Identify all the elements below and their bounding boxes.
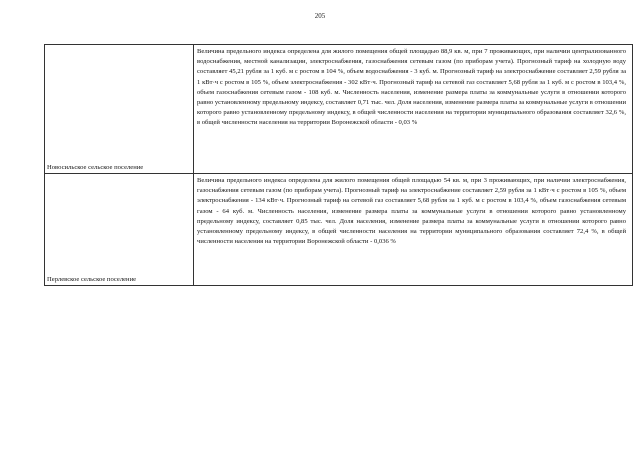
settlement-name: Новосильское сельское поселение: [47, 164, 144, 171]
description-cell: [194, 45, 633, 174]
settlement-name-cell: [45, 174, 194, 286]
table-row: [45, 174, 633, 286]
table-row: [45, 45, 633, 174]
index-description: Величина предельного индекса определена для жилого помещения общей площадью 54 кв. м, при 3 проживающих, при наличии электроснабжения, газоснабжения сетевым газом (по приборам учета). Прогнозный тариф на электроснабжение составляет 2,59 рубля за 1 кВт·ч с ростом в 105 %, объем электроснабжения - 134 кВт·ч. Прогнозный тариф на сетевой газ составляет 5,68 рубля за 1 куб. м с ростом в 103,4 %, объем газоснабжения сетевым газом - 64 куб. м. Численность населения, изменение размера платы за коммунальные услуги в отношении которого равно установленному предельному индексу, составляет 0,85 тыс. чел. Доля населения, изменение размера платы за коммунальные услуги в отношении которого равно установленному предельному индексу, в общей численности населения на территории муниципального образования составляет 72,4 %, в общей численности населения на территории Воронежской области - 0,036 %: [197, 177, 626, 246]
settlement-name-cell: [45, 45, 194, 174]
description-cell: [194, 174, 633, 286]
settlement-index-table: [44, 44, 633, 286]
settlement-name: Перлевское сельское поселение: [47, 276, 137, 283]
page-number: 205: [314, 12, 326, 20]
index-description: Величина предельного индекса определена для жилого помещения общей площадью 88,9 кв. м, при 7 проживающих, при наличии централизованного водоснабжения, местной канализации, электроснабжения, газоснабжения сетевым газом (по приборам учета). Прогнозный тариф на холодную воду составляет 45,21 рубля за 1 куб. м с ростом в 104 %, объем водоснабжения - 3 куб. м. Прогнозный тариф на электроснабжение составляет 2,59 рубля за 1 кВт·ч с ростом в 105 %, объем электроснабжения - 302 кВт·ч. Прогнозный тариф на сетевой газ составляет 5,68 рубля за 1 куб. м с ростом в 103,4 %, объем газоснабжения сетевым газом - 108 куб. м. Численность населения, изменение размера платы за коммунальные услуги в отношении которого равно установленному предельному индексу, составляет 0,71 тыс. чел. Доля населения, изменение размера платы за коммунальные услуги в отношении которого равно установленному предельному индексу, в общей численности населения на территории муниципального образования составляет 32,6 %, в общей численности населения на территории Воронежской области - 0,03 %: [197, 48, 626, 127]
